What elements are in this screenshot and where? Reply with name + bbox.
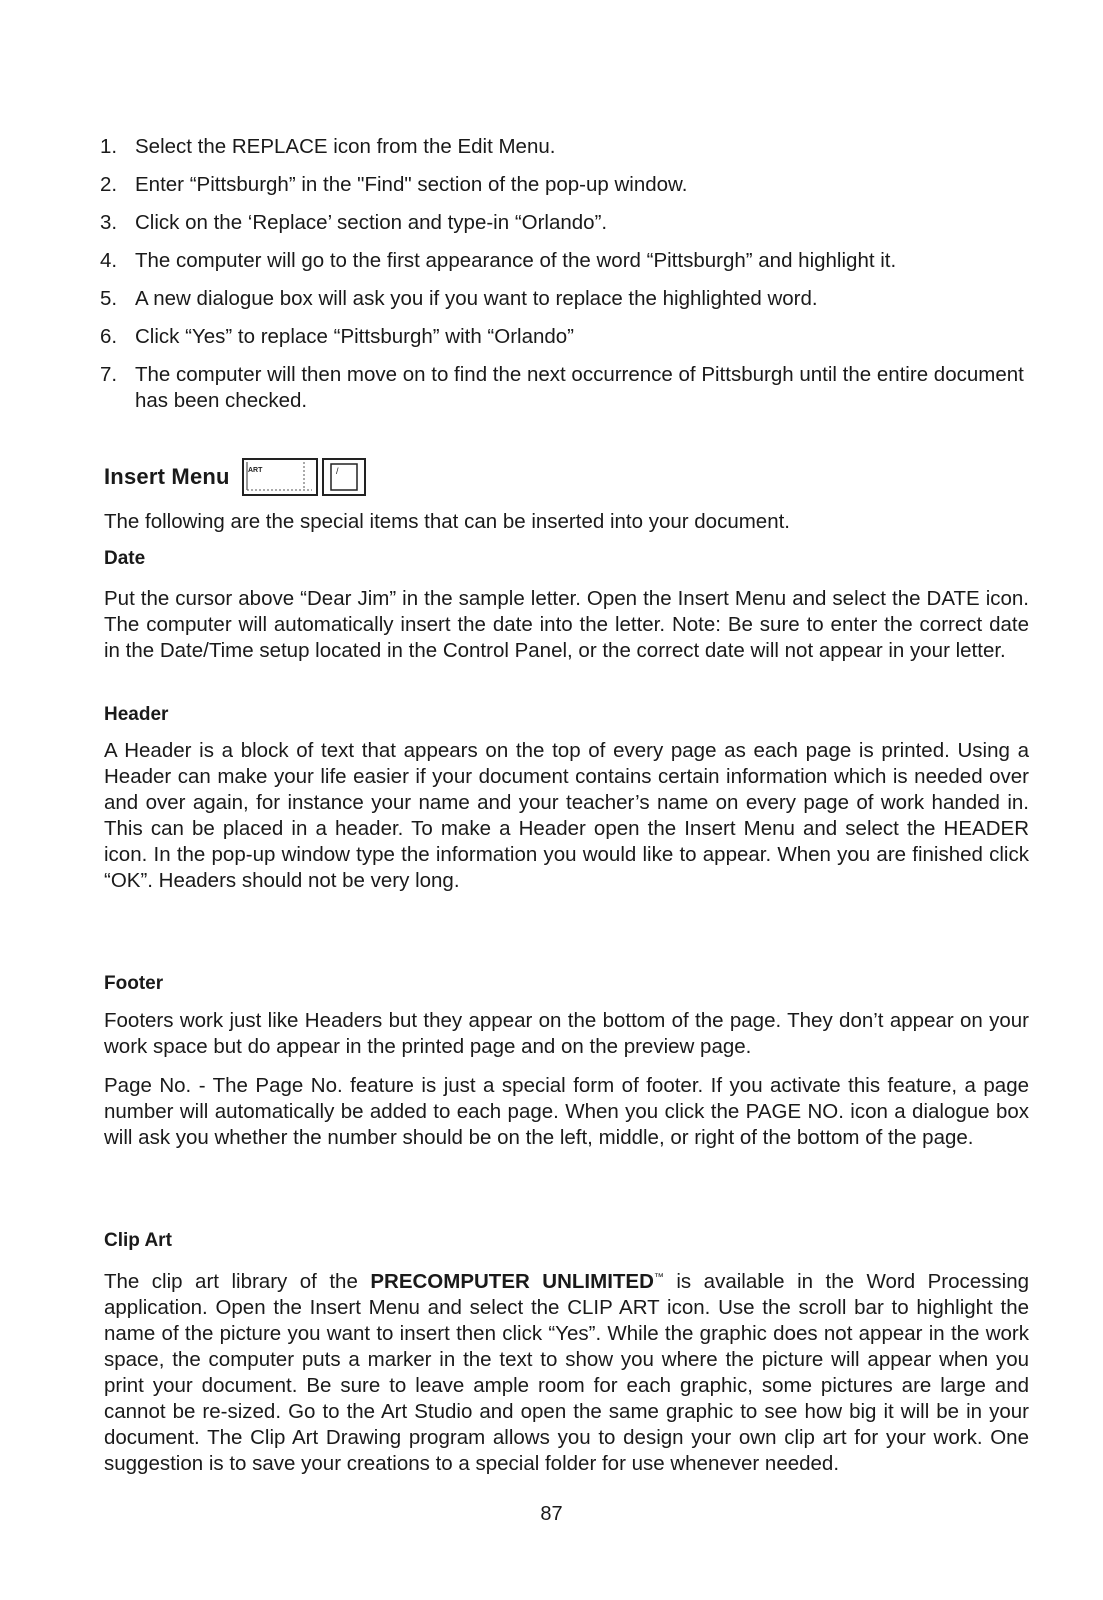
step-text: Select the REPLACE icon from the Edit Menu. — [135, 135, 556, 158]
step-number: 5. — [100, 287, 118, 310]
step-text: Click on the ‘Replace’ section and type-in “Orlando”. — [135, 211, 608, 234]
step-number: 6. — [100, 325, 118, 348]
clip-art-text-before: The clip art library of the — [104, 1269, 371, 1293]
step-text: A new dialogue box will ask you if you want to replace the highlighted word. — [135, 287, 818, 310]
trademark-symbol: ™ — [653, 1272, 664, 1283]
clip-art-text-after: is available in the Word Processing application. Open the Insert Menu and select the CLIP ART icon. Use the scroll bar to highlight the name of the picture you want to insert then click “Yes”. While the graphic does not appear in the work space, the computer puts a marker in the text to show you where the picture will appear when you print your document. Be sure to leave ample room for each graphic, some pictures are large and cannot be re-sized. Go to the Art Studio and open the same graphic to see how big it will be in your document. The Clip Art Drawing program allows you to design your own clip art for your work. One suggestion is to save your creations to a special folder for use whenever needed. — [104, 1269, 1030, 1475]
footer-heading: Footer — [104, 973, 164, 994]
page-icon — [322, 458, 366, 496]
page-number: 87 — [540, 1503, 563, 1525]
clip-art-paragraph — [104, 1265, 1029, 1477]
list-item — [100, 286, 1030, 312]
list-item — [100, 324, 1030, 350]
insert-menu-title: Insert Menu — [104, 464, 230, 489]
header-heading: Header — [104, 704, 169, 725]
step-text: The computer will go to the first appearance of the word “Pittsburgh” and highlight it. — [135, 249, 897, 272]
date-paragraph: Put the cursor above “Dear Jim” in the sample letter. Open the Insert Menu and select the DATE icon. The computer will automatically insert the date into the letter. Note: Be sure to enter the correct date in the Date/Time setup located in the Control Panel, or the correct date will not appear in your letter. — [104, 587, 1029, 662]
clip-art-heading: Clip Art — [104, 1230, 172, 1251]
page-icon-label: / — [335, 466, 339, 476]
list-item — [100, 134, 1030, 160]
list-item — [100, 362, 1030, 414]
list-item — [100, 172, 1030, 198]
clip-art-menu-icon — [242, 458, 318, 496]
insert-menu-intro: The following are the special items that can be inserted into your document. — [104, 510, 790, 533]
step-number: 2. — [100, 173, 118, 196]
date-heading: Date — [104, 548, 146, 569]
header-paragraph: A Header is a block of text that appears on the top of every page as each page is printed. Using a Header can make your life easier if your document contains certain information which is needed over and over again, for instance your name and your teacher’s name on every page of work handed in. This can be placed in a header. To make a Header open the Insert Menu and select the HEADER icon. In the pop-up window type the information you would like to appear. When you are finished click “OK”. Headers should not be very long. — [104, 739, 1029, 892]
clip-art-icon-label: ART — [247, 467, 263, 474]
list-item — [100, 210, 1030, 236]
footer-paragraph: Footers work just like Headers but they appear on the bottom of the page. They don’t appear on your work space but do appear in the printed page and on the preview page. — [104, 1009, 1029, 1058]
step-number: 1. — [100, 135, 118, 158]
step-number: 3. — [100, 211, 118, 234]
step-number: 7. — [100, 363, 118, 386]
replace-steps-list — [100, 134, 1030, 426]
step-number: 4. — [100, 249, 118, 272]
brand-name: PRECOMPUTER UNLIMITED — [370, 1269, 654, 1293]
list-item — [100, 248, 1030, 274]
step-text: Enter “Pittsburgh” in the "Find" section of the pop-up window. — [135, 173, 688, 196]
page-no-paragraph: Page No. - The Page No. feature is just a special form of footer. If you activate this feature, a page number will automatically be added to each page. When you click the PAGE NO. icon a dialogue box will ask you whether the number should be on the left, middle, or right of the bottom of the page. — [104, 1074, 1029, 1149]
step-text: The computer will then move on to find the next occurrence of Pittsburgh until the entire document has been checked. — [135, 363, 1024, 412]
step-text: Click “Yes” to replace “Pittsburgh” with “Orlando” — [135, 325, 575, 348]
insert-menu-heading-row — [104, 454, 366, 500]
